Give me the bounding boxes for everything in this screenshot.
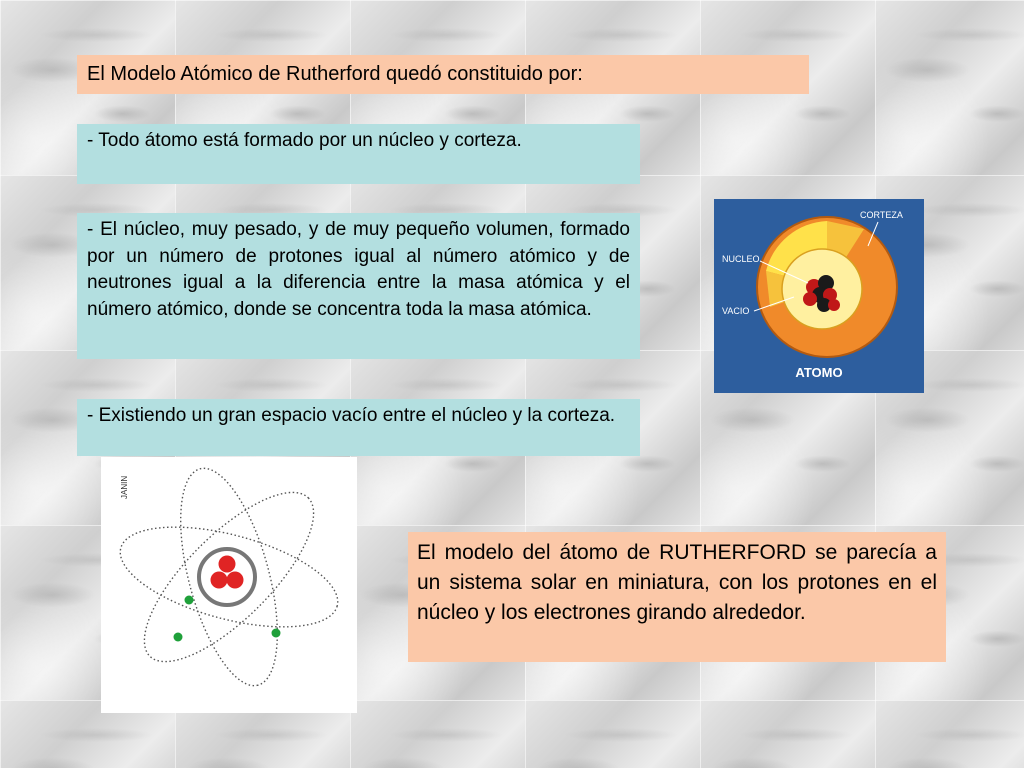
atom-cross-section-drawing bbox=[714, 199, 924, 393]
point-2: - El núcleo, muy pesado, y de muy pequeño volumen, formado por un número de protones igual al número atómico y de neutrones igual a la diferencia entre la masa atómica y el número atómico, donde se concentra toda la masa atómica. bbox=[77, 213, 640, 359]
label-vacio: VACIO bbox=[722, 306, 750, 316]
slide-title: El Modelo Atómico de Rutherford quedó constituido por: bbox=[77, 55, 809, 94]
summary-box: El modelo del átomo de RUTHERFORD se parecía a un sistema solar en miniatura, con los protones en el núcleo y los electrones girando alrededor. bbox=[408, 532, 946, 662]
atom-cross-section-figure bbox=[714, 199, 924, 393]
point-3: - Existiendo un gran espacio vacío entre el núcleo y la corteza. bbox=[77, 399, 640, 456]
label-nucleo: NUCLEO bbox=[722, 254, 760, 264]
rutherford-model-drawing bbox=[101, 457, 357, 713]
signature: JANIN bbox=[120, 475, 129, 499]
point-1: - Todo átomo está formado por un núcleo y corteza. bbox=[77, 124, 640, 184]
caption-atomo: ATOMO bbox=[795, 365, 843, 380]
label-corteza: CORTEZA bbox=[860, 210, 903, 220]
rutherford-model-figure bbox=[101, 457, 357, 713]
